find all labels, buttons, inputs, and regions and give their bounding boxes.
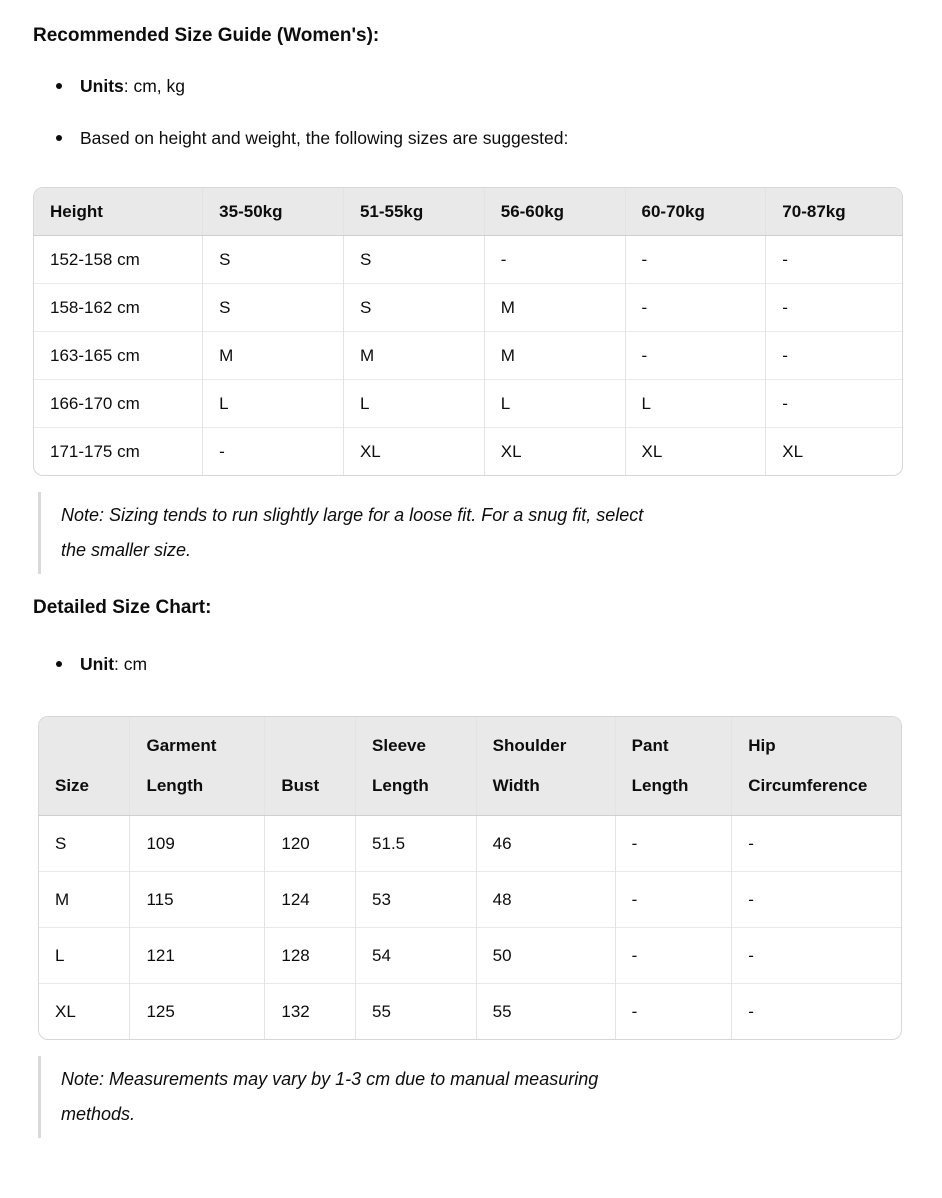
column-header: Pant Length	[615, 717, 732, 816]
table-cell: -	[732, 872, 901, 928]
size-guide-note	[38, 492, 902, 574]
section-heading-recommended-size-guide: Recommended Size Guide (Women's):	[33, 25, 380, 46]
table-cell: XL	[343, 428, 484, 476]
table-cell: M	[484, 332, 625, 380]
table-cell: 163-165 cm	[34, 332, 203, 380]
table-cell: 120	[265, 816, 356, 872]
section-heading-detailed-size-chart: Detailed Size Chart:	[33, 597, 212, 618]
table-cell: 109	[130, 816, 265, 872]
table-cell: 132	[265, 984, 356, 1040]
detail-chart-note-text: Note: Measurements may vary by 1-3 cm due to manual measuring methods.	[61, 1069, 599, 1124]
bullet-icon	[56, 135, 62, 141]
table-row	[34, 332, 902, 380]
column-header: Shoulder Width	[476, 717, 615, 816]
table-row	[34, 236, 902, 284]
table-row	[34, 284, 902, 332]
table-cell: S	[343, 284, 484, 332]
column-header: 60-70kg	[625, 188, 766, 236]
column-header: 70-87kg	[766, 188, 902, 236]
table-row	[39, 928, 901, 984]
column-header: Bust	[265, 717, 356, 816]
table-cell: S	[55, 834, 67, 853]
table-cell: 54	[356, 928, 477, 984]
table-cell: XL	[766, 428, 902, 476]
table-cell: L	[203, 380, 344, 428]
table-cell: M	[39, 872, 130, 928]
unit-label: Unit	[80, 654, 115, 674]
bullet-icon	[56, 661, 62, 667]
table-row	[34, 428, 902, 476]
table-cell: L	[39, 928, 130, 984]
unit-value: : cm	[114, 654, 148, 674]
table-cell: L	[625, 380, 766, 428]
table-cell: S	[343, 236, 484, 284]
units-value: : cm, kg	[123, 76, 186, 96]
column-header: Size	[39, 717, 130, 816]
table-cell: -	[615, 984, 732, 1040]
table-cell: 166-170 cm	[34, 380, 203, 428]
detail-size-chart-grid	[39, 717, 901, 1039]
detail-bullet-list	[33, 653, 902, 676]
detail-chart-note	[38, 1056, 902, 1138]
table-cell: 125	[130, 984, 265, 1040]
table-cell: 46	[476, 816, 615, 872]
detail-size-chart-table	[38, 716, 902, 1040]
table-cell: 115	[130, 872, 265, 928]
table-cell: L	[343, 380, 484, 428]
table-cell: 53	[356, 872, 477, 928]
column-header: 56-60kg	[484, 188, 625, 236]
list-item-unit	[33, 653, 902, 676]
table-cell: -	[615, 928, 732, 984]
size-guide-table	[33, 187, 903, 476]
intro-bullet-list	[33, 75, 902, 150]
table-cell: -	[766, 332, 902, 380]
table-cell: XL	[625, 428, 766, 476]
table-cell: -	[484, 236, 625, 284]
table-row	[39, 816, 901, 872]
table-cell: 50	[476, 928, 615, 984]
table-cell: -	[615, 816, 732, 872]
table-cell: XL	[484, 428, 625, 476]
table-cell: 124	[265, 872, 356, 928]
units-label: Units	[80, 76, 124, 96]
table-cell: S	[203, 236, 344, 284]
based-on-text: Based on height and weight, the following sizes are suggested:	[80, 128, 569, 148]
table-cell: -	[732, 984, 901, 1040]
bullet-icon	[56, 83, 62, 89]
header-row	[39, 717, 901, 816]
table-cell: XL	[39, 984, 130, 1040]
column-header: Height	[34, 188, 203, 236]
table-row	[39, 984, 901, 1040]
list-item-based-on	[33, 127, 902, 150]
table-cell: 121	[130, 928, 265, 984]
table-cell: 55	[356, 984, 477, 1040]
table-cell: -	[766, 236, 902, 284]
header-row	[34, 188, 902, 236]
size-guide-note-text: Note: Sizing tends to run slightly large for a loose fit. For a snug fit, select the smaller size.	[61, 505, 644, 560]
table-cell: -	[625, 284, 766, 332]
column-header: 35-50kg	[203, 188, 344, 236]
table-cell: -	[732, 816, 901, 872]
table-cell: 48	[476, 872, 615, 928]
column-header: Sleeve Length	[356, 717, 477, 816]
column-header: 51-55kg	[343, 188, 484, 236]
table-cell: L	[484, 380, 625, 428]
table-cell: -	[732, 928, 901, 984]
table-cell: -	[203, 428, 344, 476]
table-cell: S	[203, 284, 344, 332]
table-cell: 55	[476, 984, 615, 1040]
table-cell: -	[766, 380, 902, 428]
table-cell: 51.5	[356, 816, 477, 872]
table-cell: 152-158 cm	[50, 250, 140, 269]
size-guide-table-grid	[34, 188, 902, 475]
table-cell: 128	[265, 928, 356, 984]
table-cell: -	[625, 332, 766, 380]
table-cell: -	[625, 236, 766, 284]
column-header: Hip Circumference	[732, 717, 901, 816]
table-cell: 158-162 cm	[34, 284, 203, 332]
table-row	[39, 872, 901, 928]
table-cell: 171-175 cm	[34, 428, 203, 476]
column-header: Garment Length	[130, 717, 265, 816]
table-cell: M	[343, 332, 484, 380]
list-item-units	[33, 75, 902, 98]
table-cell: -	[766, 284, 902, 332]
table-row	[34, 380, 902, 428]
table-cell: -	[615, 872, 732, 928]
table-cell: M	[203, 332, 344, 380]
table-cell: M	[484, 284, 625, 332]
